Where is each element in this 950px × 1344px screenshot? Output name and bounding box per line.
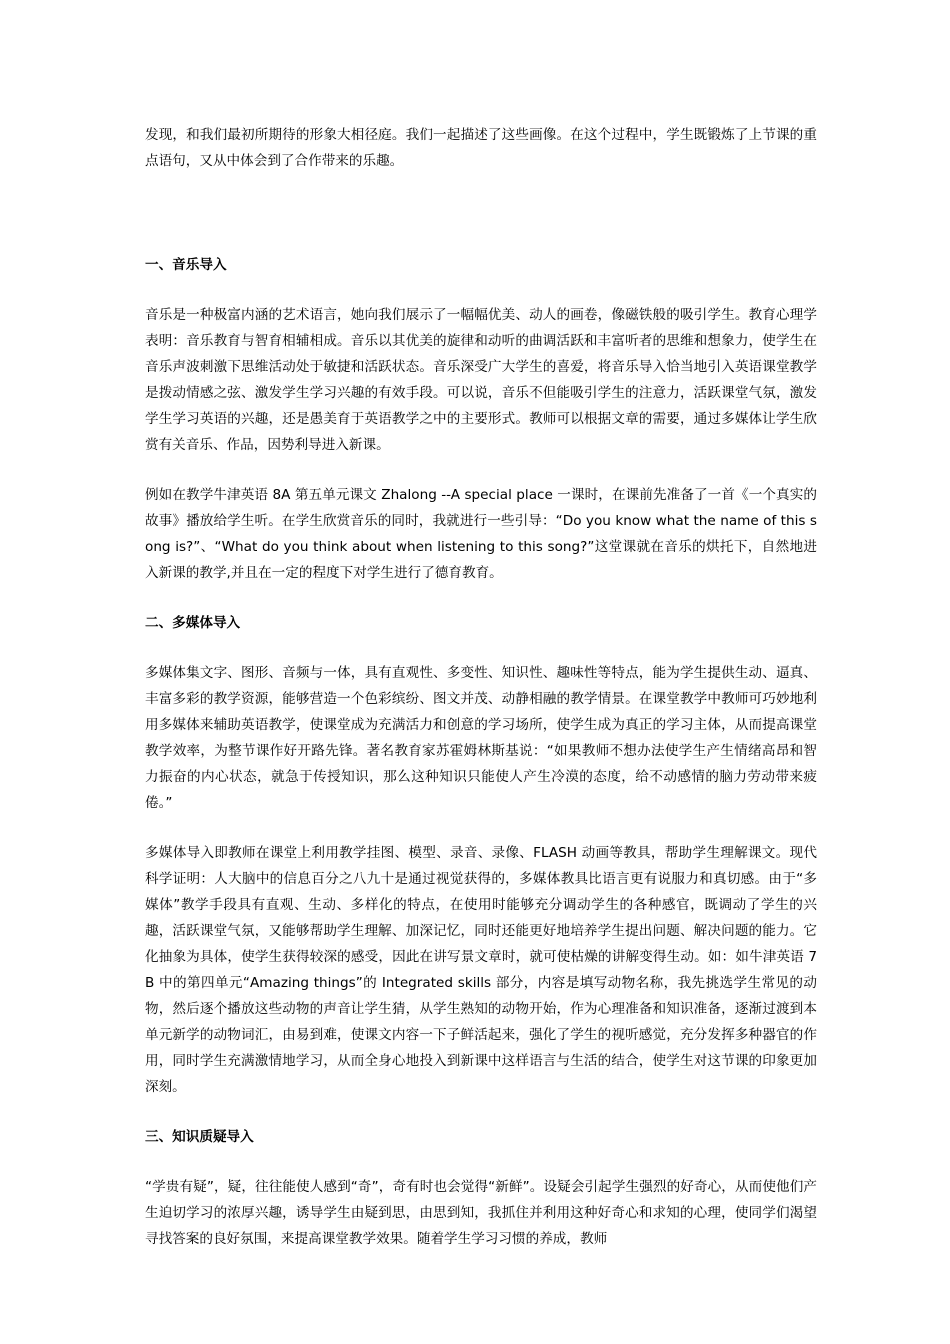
section-heading-multimedia: 二、多媒体导入 <box>145 615 241 631</box>
section-heading-questioning: 三、知识质疑导入 <box>145 1129 254 1145</box>
section-multimedia-paragraph-1: 多媒体集文字、图形、音频与一体，具有直观性、多变性、知识性、趣味性等特点，能为学生提供生动、逼真、丰富多彩的教学资源，能够营造一个色彩缤纷、图文并茂、动静相融的教学情景。在课堂教学中教师可巧妙地利用多媒体来辅助英语教学，使课堂成为充满活力和创意的学习场所，使学生成为真正的学习主体，从而提高课堂教学效率，为整节课作好开路先锋。著名教育家苏霍姆林斯基说：“如果教师不想办法使学生产生情绪高昂和智力振奋的内心状态，就急于传授知识，那么这种知识只能使人产生冷漠的态度，给不动感情的脑力劳动带来疲倦。” <box>145 665 817 811</box>
intro-paragraph: 发现，和我们最初所期待的形象大相径庭。我们一起描述了这些画像。在这个过程中，学生既锻炼了上节课的重点语句，又从中体会到了合作带来的乐趣。 <box>145 127 817 169</box>
document-body <box>145 122 817 1252</box>
section-multimedia-paragraph-2: 多媒体导入即教师在课堂上利用教学挂图、模型、录音、录像、FLASH 动画等教具，帮助学生理解课文。现代科学证明：人大脑中的信息百分之八九十是通过视觉获得的，多媒体教具比语言更有说服力和真切感。由于“多媒体”教学手段具有直观、生动、多样化的特点，在使用时能够充分调动学生的各种感官，既调动了学生的兴趣，活跃课堂气氛，又能够帮助学生理解、加深记忆，同时还能更好地培养学生提出问题、解决问题的能力。它化抽象为具体，使学生获得较深的感受，因此在讲写景文章时，就可使枯燥的讲解变得生动。如：如牛津英语 7B 中的第四单元“Amazing things”的 Integrated skills 部分，内容是填写动物名称，我先挑选学生常见的动物，然后逐个播放这些动物的声音让学生猜，从学生熟知的动物开始，作为心理准备和知识准备，逐渐过渡到本单元新学的动物词汇，由易到难，使课文内容一下子鲜活起来，强化了学生的视听感觉，充分发挥多种器官的作用，同时学生充满激情地学习，从而全身心地投入到新课中这样语言与生活的结合，使学生对这节课的印象更加深刻。 <box>145 845 817 1095</box>
section-heading-music: 一、音乐导入 <box>145 257 227 273</box>
section-music-paragraph-1: 音乐是一种极富内涵的艺术语言，她向我们展示了一幅幅优美、动人的画卷，像磁铁般的吸引学生。教育心理学表明：音乐教育与智育相辅相成。音乐以其优美的旋律和动听的曲调活跃和丰富听者的思维和想象力，使学生在音乐声波刺激下思维活动处于敏捷和活跃状态。音乐深受广大学生的喜爱，将音乐导入恰当地引入英语课堂教学是拨动情感之弦、激发学生学习兴趣的有效手段。可以说，音乐不但能吸引学生的注意力，活跃课堂气氛，激发学生学习英语的兴趣，还是愚美育于英语教学之中的主要形式。教师可以根据文章的需要，通过多媒体让学生欣赏有关音乐、作品，因势利导进入新课。 <box>145 307 817 453</box>
section-questioning-paragraph-1: “学贵有疑”，疑，往往能使人感到“奇”，奇有时也会觉得“新鲜”。设疑会引起学生强烈的好奇心，从而使他们产生迫切学习的浓厚兴趣，诱导学生由疑到思，由思到知，我抓住并利用这种好奇心和求知的心理，使同学们渴望寻找答案的良好氛围，来提高课堂教学效果。随着学生学习习惯的养成，教师 <box>145 1179 817 1247</box>
section-music-paragraph-2: 例如在教学牛津英语 8A 第五单元课文 Zhalong --A special place 一课时，在课前先准备了一首《一个真实的故事》播放给学生听。在学生欣赏音乐的同时，我就进行一些引导：“Do you know what the name of this song is?”、“What do you think about when listening to this song?”这堂课就在音乐的烘托下，自然地进入新课的教学,并且在一定的程度下对学生进行了德育教育。 <box>145 487 817 581</box>
